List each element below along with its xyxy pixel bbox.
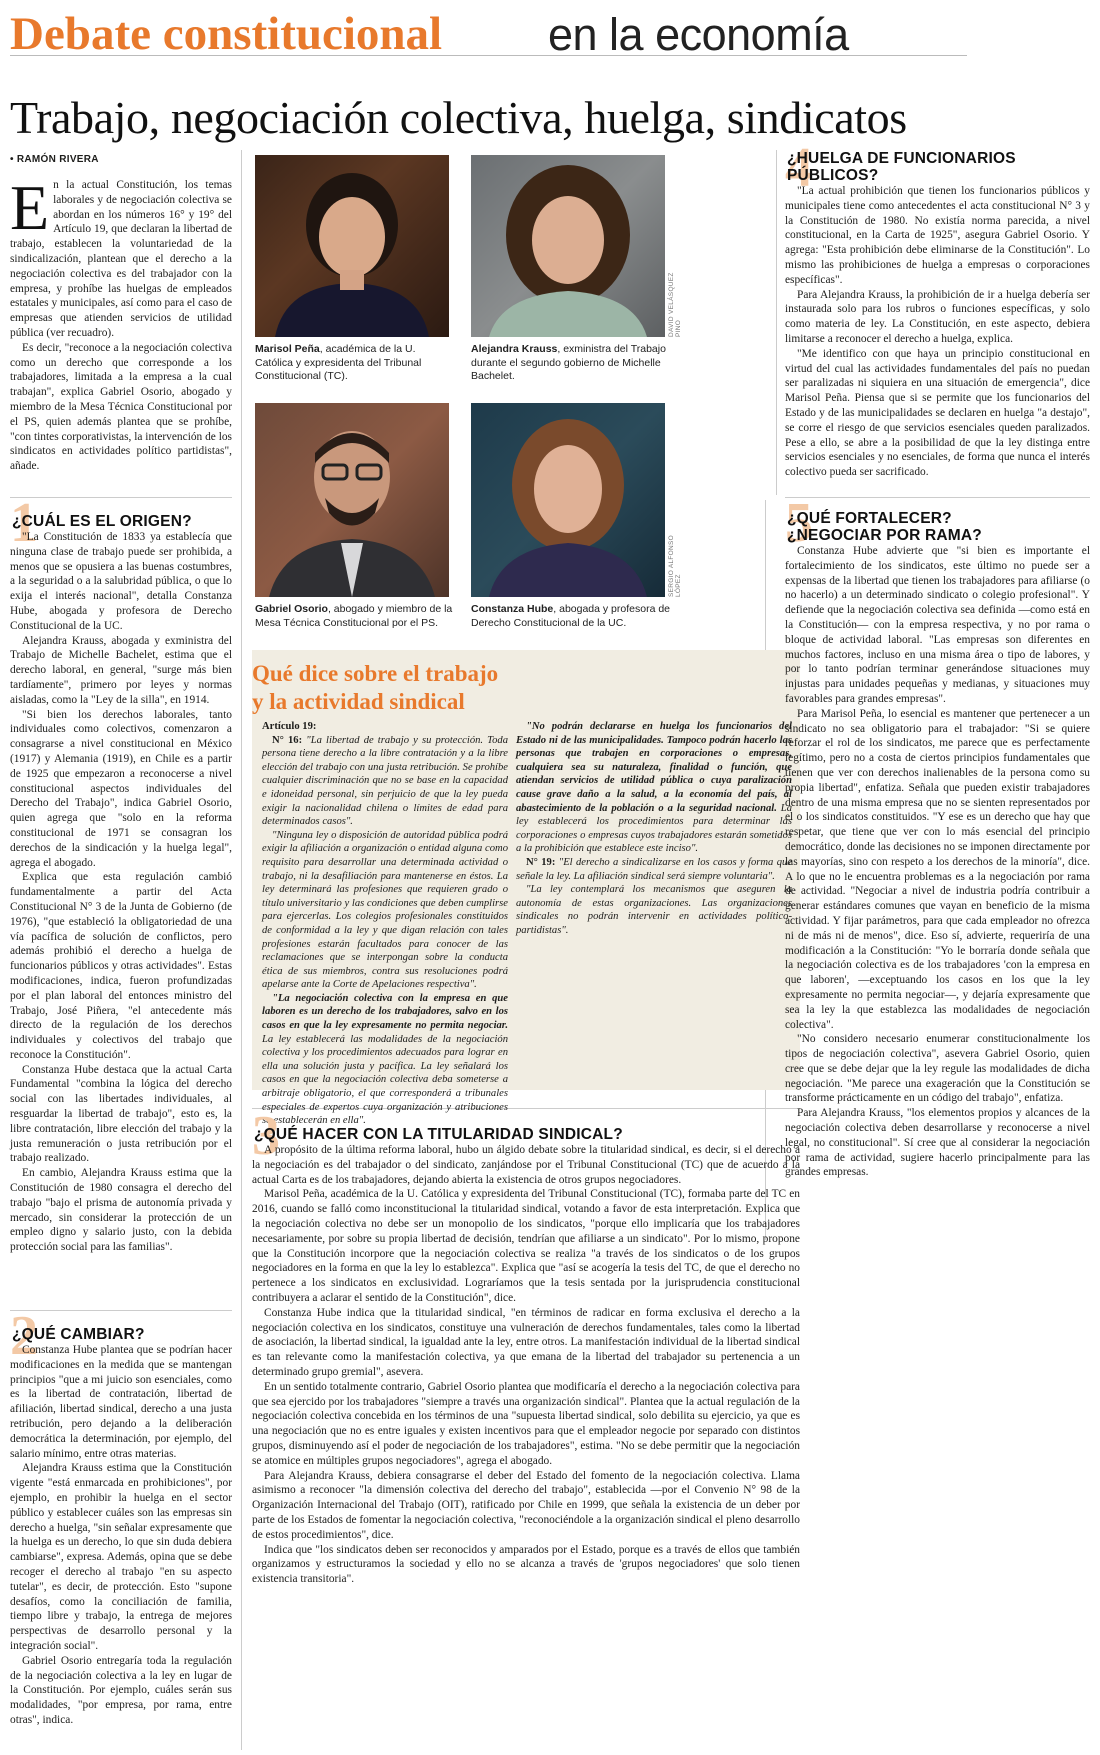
- paragraph: Para Marisol Peña, lo esencial es mantener que pertenecer a un sindicato no sea obligatorio para el trabajador: "Si se quiere reforzar el rol de los sindicatos, me parece que es perfectamente legítimo, pero no a costa de ciertos principios fundamentales que tienen que ver con derechos inalienables de la persona como su propia libertad", enfatiza. Señala que pueden existir trabajadores dentro de una misma empresa que no se sienten representados por el o los sindicatos constituidos. "Y ese es un derecho que hay que respetar, que tiene que ver con lo más esencial del principio democrático, donde las decisiones no se imponen directamente por las mayorías, sino con respeto a los derechos de la minoría", dice. A lo que no le encuentra problemas es a la negociación por rama de actividad. "Negociar a nivel de industria podría contribuir a generar estándares comunes que vayan en beneficio de la misma actividad. Y fijar parámetros, para que cada empleador no ofrezca ni de más ni de menos", dice. Eso sí, advierte, requeriría de una modificación a la Constitución: "Yo le borraría donde señala que la negociación colectiva es de los trabajadores 'con la empresa en que laboren', —exceptuando los casos en los que la ley expresamente no permita negociar—, y dejaría expresamente que sea la ley la que establezca las modalidades de negociación colectiva".: [785, 707, 1090, 1031]
- drop-cap: E: [10, 172, 50, 243]
- section5-text: [785, 544, 1090, 1244]
- paragraph: "Si bien los derechos laborales, tanto individuales como colectivos, comenzaron a consagrarse a nivel constitucional en México (1917) y Alemania (1919), en Chile es a partir de 1925 que empezaron a reconocerse a nivel constitucional aspectos individuales del Derecho del Trabajo", indica Gabriel Osorio, quien agrega que "solo en la reforma constitucional de 1971 se consagran los derechos de la sindicación y la huelga legal", agrega el abogado.: [10, 708, 232, 869]
- paragraph: Para Alejandra Krauss, "los elementos propios y alcances de la negociación colectiva deben desarrollarse y reconocerse a nivel legal, no constitucional". Sí cree que al considerar la negociación por rama de actividad, sugiere hacerlo principalmente para las grandes empresas.: [785, 1107, 1090, 1179]
- caption-name: Constanza Hube: [471, 603, 554, 615]
- paragraph: "La actual prohibición que tienen los funcionarios públicos y municipales tiene como antecedentes el acta constitucional N° 3 y la Constitución de 1980. No existía norma parecida, a nivel constitucional, en la Carta de 1925", asegura Gabriel Osorio. Y agrega: "Esta prohibición debe eliminarse de la Constitución". Lo mismo las prohibiciones de huelga a empresas o corporaciones específicas".: [785, 185, 1090, 286]
- box-text-left: [262, 720, 508, 1127]
- paragraph: Constanza Hube advierte que "si bien es importante el fortalecimiento de los sindicatos, este último no puede ser a expensas de la libertad que tienen los trabajadores para afiliarse (o no hacerlo) a un determinado sindicato o colegio profesional". Y defiende que la negociación colectiva sea definida —como está en la Constitución— con la empresa respectiva, y no por rama o bloque de actividad laboral. "Las empresas son diferentes en muchos factores, incluso en una misma área o tipo de labores, y por lo tanto podrían terminar generándose situaciones muy injustas para unidades pequeñas y medianas, y situaciones muy favorables para grandes empresas".: [785, 545, 1090, 705]
- section1-text: [10, 530, 232, 1302]
- photo-constanza-hube: [471, 403, 665, 597]
- paragraph: Marisol Peña, académica de la U. Católica y expresidenta del Tribunal Constitucional (TC), formaba parte del TC en 2016, cuando se falló como inconstitucional la titularidad sindical, votando a favor de esta interpretación. Explica que la negociación colectiva no debe ser un monopolio de los sindicatos, "porque ello implicaría que los trabajadores necesariamente, por sobre su propia libertad de decisión, tendrían que afiliarse a un sindicato". Por lo mismo, propone que la Constitución incorpore que la negociación colectiva se realiza "a través de los sindicatos o de los grupos negociadores en la forma en que la ley lo establezca". Explica que "así se acogería la tesis del TC, de que el derecho no pertenece a los sindicatos en exclusividad. Lograríamos que la tesis sentada por la jurisprudencia constitucional contribuyera a aclarar el sentido de la Constitución", dice.: [252, 1188, 800, 1304]
- paragraph: "No considero necesario enumerar constitucionalmente los tipos de negociación colectiva", asevera Gabriel Osorio, quien cree que se debe dejar que la ley regule las modalidades de dicha negociación. "Me parece una exageración que la Constitución se transforme prácticamente en un código del trabajo", enfatiza.: [785, 1033, 1090, 1105]
- article-text: "Ninguna ley o disposición de autoridad pública podrá exigir la afiliación a organización o entidad alguna como requisito para desarrollar una determinada actividad o trabajo, ni la desafiliación para mantenerse en éstos. La ley determinará las profesiones que requieren grado o título universitario y las condiciones que deben cumplirse para ejercerlas. Los colegios profesionales constituidos de conformidad a la ley y que digan relación con tales profesiones estarán facultados para conocer de las reclamaciones que se interpongan sobre la conducta ética de sus miembros, contra sus resoluciones podrá apelarse ante la Corte de Apelaciones respectiva".: [262, 829, 508, 991]
- caption-name: Alejandra Krauss: [471, 343, 558, 355]
- section-heading-line: ¿HUELGA DE FUNCIONARIOS: [787, 150, 1016, 167]
- section-title: Debate constitucional: [10, 8, 443, 60]
- section-number: 5: [785, 492, 813, 554]
- box-title-line: y la actividad sindical: [252, 689, 465, 714]
- caption-name: Marisol Peña: [255, 343, 320, 355]
- section-heading: ¿CUÁL ES EL ORIGEN?: [12, 513, 192, 530]
- paragraph: Indica que "los sindicatos deben ser reconocidos y amparados por el Estado, porque es a través de ellos que también organizamos y estructuramos la sociedad y ello no se alcanza a través de 'grupos negociadores' que solo tienen existencia transitoria".: [252, 1543, 800, 1586]
- section-heading: ¿QUÉ HACER CON LA TITULARIDAD SINDICAL?: [254, 1126, 623, 1143]
- section-number: 4: [785, 137, 813, 199]
- column-divider: [241, 150, 242, 1750]
- section-heading-line: ¿QUÉ FORTALECER?: [787, 510, 952, 527]
- article-text: "La libertad de trabajo y su protección. Toda persona tiene derecho a la libre contratación y a la libre elección del trabajo con una justa retribución. Se prohíbe cualquier discriminación que no se base en la capacidad e idoneidad personal, sin perjuicio de que la ley pueda exigir la nacionalidad chilena o límites de edad para determinados casos".: [262, 734, 508, 828]
- caption-gabriel-osorio: [255, 603, 465, 630]
- paragraph: "La Constitución de 1833 ya establecía que ninguna clase de trabajo puede ser prohibida, a menos que se opusiera a las buenas costumbres, a la seguridad o a la salubridad pública, o que lo exija el interés nacional", detalla Constanza Hube, abogada y profesora de Derecho Constitucional de la UC.: [10, 531, 232, 632]
- paragraph: Constanza Hube indica que la titularidad sindical, "en términos de radicar en forma exclusiva el derecho a la negociación colectiva en los sindicatos, constituye una vulneración de derechos fundamentales, tales como la libertad de asociación, la libertad sindical, la igualdad ante la ley, entre otros. La manifestación individual de la libertad sindical es tan relevante como la manifestación colectiva, ya que emana de la libertad del trabajador su pertenencia a un determinado grupo gremial", asevera.: [252, 1306, 800, 1378]
- paragraph: Gabriel Osorio entregaría toda la regulación de la negociación colectiva a la ley en lugar de la Constitución. Por ejemplo, cuáles serán sus modalidades, "por empresa, por rama, entre otras", indica.: [10, 1654, 232, 1726]
- article-text-bold: "La negociación colectiva con la empresa en que laboren es un derecho de los trabajadores, salvo en los casos en que la ley expresamente no permita negociar.: [262, 992, 508, 1032]
- photo-marisol-pena: [255, 155, 449, 337]
- byline: • RAMÓN RIVERA: [10, 154, 99, 165]
- header-divider: [10, 55, 967, 56]
- box-title: [252, 660, 792, 716]
- article-number: N° 19:: [526, 856, 556, 868]
- article-text: "El derecho a sindicalizarse en los casos y forma que señale la ley. La afiliación sindical será siempre voluntaria".: [516, 856, 792, 882]
- article-number: N° 16:: [272, 734, 303, 746]
- paragraph: Constanza Hube destaca que la actual Carta Fundamental "combina la lógica del derecho social con las libertades individuales, al resguardar la libertad de trabajo", esto es, la libre contratación, libre elección del trabajo y la justa remuneración o justa retribución por el trabajo realizado.: [10, 1063, 232, 1165]
- article-text: La ley establecerá los procedimientos para determinar las corporaciones o empresas cuyos trabajadores estarán sometidos a la prohibición que establece este inciso".: [516, 802, 792, 855]
- box-text-right: [516, 720, 792, 1082]
- paragraph: En cambio, Alejandra Krauss estima que la Constitución de 1980 consagra el derecho del trabajo "bajo el prisma de autonomía privada y mercado, sin considerar la protección de un empleo digno y salario justo, con la debida protección social para las familias".: [10, 1167, 232, 1254]
- article-label: Artículo 19:: [262, 721, 317, 732]
- article-text: "La ley contemplará los mecanismos que aseguren la autonomía de estas organizaciones. Las organizaciones sindicales no podrán intervenir en actividades político-partidistas".: [516, 884, 792, 936]
- section-divider: [785, 497, 1090, 498]
- intro-paragraph: n la actual Constitución, los temas laborales y de negociación colectiva se abordan en los números 16° y 19° del Artículo 19, que declaran la libertad de trabajo, establecen la voluntariedad de la sindicalización, plantean que el derecho a la negociación colectiva es del trabajador con la empresa, y prohíbe las huelgas de empleados estatales y municipales, así como para el caso de empresas que atienden servicios de utilidad pública (ver recuadro).: [10, 179, 232, 339]
- section2-text: [10, 1343, 232, 1751]
- paragraph: Para Alejandra Krauss, la prohibición de ir a huelga debería ser instaurada solo para los rubros o funciones específicas, y solo como materia de ley. La Constitución, en este aspecto, debiera limitarse a reconocer el derecho a huelga, explica.: [785, 288, 1090, 345]
- paragraph: "Me identifico con que haya un principio constitucional en virtud del cual las actividades fundamentales del país no puedan ser paralizadas ni siquiera en una situación de emergencia", dice Marisol Peña. Piensa que si se permite que los funcionarios del Estado y de las municipalidades se declaren en huelga "a destajo", se corre el riesgo de que servicios esenciales queden paralizados. Pese a ello, se abre a la posibilidad de que la ley distinga entre servicios esenciales y no esenciales, de forma que nunca el interés colectivo pueda ser sacrificado.: [785, 347, 1090, 479]
- section-heading: ¿QUÉ CAMBIAR?: [12, 1326, 145, 1343]
- intro-text: [10, 172, 232, 488]
- section-heading: [787, 150, 1016, 184]
- section-heading-line: PÚBLICOS?: [787, 167, 879, 184]
- column-divider: [776, 150, 777, 495]
- paragraph: Para Alejandra Krauss, debiera consagrarse el deber del Estado del fomento de la negociación colectiva. Llama asimismo a reconocer "la dimensión colectiva del derecho del trabajo", establecida —por el Convenio N° 98 de la Organización Internacional del Trabajo (OIT), ratificado por Chile en 1999, que señala la existencia de un deber por parte de los Estados de fomentar la negociación colectiva, "reconociéndole a la organización sindical el pleno desarrollo de estos procedimientos", dice.: [252, 1469, 800, 1541]
- section-heading-line: ¿NEGOCIAR POR RAMA?: [787, 527, 982, 544]
- caption-text: , abogado y miembro de la Mesa Técnica Constitucional por el PS.: [255, 603, 453, 629]
- caption-name: Gabriel Osorio: [255, 603, 328, 615]
- photo-credit: SERGIO ALFONSO LÓPEZ: [668, 535, 682, 597]
- article-text-bold: "No podrán declararse en huelga los funcionarios del Estado ni de las municipalidades. Tampoco podrán hacerlo las personas que trabajen en corporaciones o empresas, cualquiera sea su naturaleza, finalidad o función, que atiendan servicios de utilidad pública o cuya paralización cause grave daño a la salud, a la economía del país, al abastecimiento de la población o a la seguridad nacional.: [516, 721, 792, 814]
- caption-text: , académica de la U. Católica y expresidenta del Tribunal Constitucional (TC).: [255, 343, 422, 382]
- section-divider: [10, 1310, 232, 1311]
- section-number: 2: [10, 1305, 38, 1367]
- section-number: 1: [10, 492, 38, 554]
- section-subtitle: en la economía: [548, 9, 849, 60]
- section3-text: [252, 1143, 800, 1751]
- paragraph: Alejandra Krauss estima que la Constitución vigente "está enmarcada en prohibiciones", por ejemplo, en prohibir la huelga en el sector público y establecer cuáles son las empresas sin derecho a huelga, "sin señalar expresamente que la huelga es un derecho, lo que sin duda debiera cambiarse", expresa. Además, opina que se debe recoger el derecho al trabajo "en su aspecto tutelar", es decir, de protección. Esto "supone desafíos, como la conciliación de familia, tiempo libre y trabajo, la entrega de mejores perspectivas de desarrollo personal y la integración social".: [10, 1462, 232, 1652]
- intro-paragraph: Es decir, "reconoce a la negociación colectiva como un derecho que corresponde a los trabajadores, limitada a la empresa a la cual trabajan", explica Gabriel Osorio, abogado y miembro de la Mesa Técnica Constitucional por el PS, quien además plantea que se prohíbe, "con tintes corporativistas, la intervención de los sindicatos en actividades político partidistas", añade.: [10, 341, 232, 473]
- section-number: 3: [252, 1105, 280, 1167]
- photo-alejandra-krauss: [471, 155, 665, 337]
- paragraph: Constanza Hube plantea que se podrían hacer modificaciones en la medida que se mantengan principios "que a mi juicio son esenciales, como es la libertad de contratación, libertad de afiliación, libertad sindical, derecho a una justa retribución, pero dejando a la deliberación democrática la determinación, por ejemplo, del salario mínimo, entre otras materias.: [10, 1344, 232, 1460]
- paragraph: En un sentido totalmente contrario, Gabriel Osorio plantea que modificaría el derecho a la negociación colectiva para que sea ejercido por los trabajadores "siempre a través una organización sindical". Plantea que la actual regulación de la negociación colectiva concebida en los términos de una "supuesta libertad sindical, solo debilita su ejercicio, ya que es una negociación que no es entre iguales y existen incentivos para que el empleador negocie por separado con distintos grupos, disminuyendo así el poder de negociación de los trabajadores", estima. "No se debe permitir que la negociación se atomice en múltiples grupos negociadores", agrega el abogado.: [252, 1380, 800, 1467]
- paragraph: Explica que esta regulación cambió fundamentalmente a partir del Acta Constitucional N° 3 de la Junta de Gobierno (de 1976), "que estableció la obligatoriedad de una vía pacífica de solución de conflictos, pero además prohibió el derecho a huelga de funcionarios públicos y otras actividades". Estas modificaciones, indica, fueron profundizadas por el plan laboral del entonces ministro del Trabajo, José Piñera, "el antecedente más directo de la regulación de los derechos individuales y colectivos del trabajo que reconoce la Constitución".: [10, 871, 232, 1061]
- section-heading: [787, 510, 982, 544]
- section4-text: [785, 184, 1090, 490]
- caption-alejandra-krauss: [471, 343, 671, 384]
- caption-constanza-hube: [471, 603, 676, 630]
- paragraph: A propósito de la última reforma laboral, hubo un álgido debate sobre la titularidad sindical, es decir, si el derecho a la negociación es del trabajador o del sindicato, zanjándose por el Tribunal Constitucional (TC) que de acuerdo a la actual Carta es de los trabajadores, dejando abierta la existencia de otros grupos negociadores.: [252, 1144, 800, 1186]
- photo-gabriel-osorio: [255, 403, 449, 597]
- caption-text: , exministra del Trabajo durante el segundo gobierno de Michelle Bachelet.: [471, 343, 666, 382]
- caption-marisol-pena: [255, 343, 455, 384]
- section-divider: [10, 497, 232, 498]
- caption-text: , abogada y profesora de Derecho Constitucional de la UC.: [471, 603, 671, 629]
- photo-credit: DAVID VELÁSQUEZ PINO: [668, 272, 682, 337]
- headline: Trabajo, negociación colectiva, huelga, sindicatos: [10, 92, 907, 143]
- paragraph: Alejandra Krauss, abogada y exministra del Trabajo de Michelle Bachelet, estima que el derecho laboral, en general, "surge más bien tardíamente", primero por leyes y normas aisladas, como la "Ley de la silla", en 1914.: [10, 634, 232, 706]
- article-text: La ley establecerá las modalidades de la negociación colectiva y los procedimientos adecuados para lograr en ella una solución justa y pacífica. La ley señalará los casos en que la negociación colectiva deba someterse a arbitraje obligatorio, el que corresponderá a tribunales especiales de expertos cuya organización y atribuciones se establecerán en ella".: [262, 1033, 508, 1127]
- box-title-line: Qué dice sobre el trabajo: [252, 661, 499, 686]
